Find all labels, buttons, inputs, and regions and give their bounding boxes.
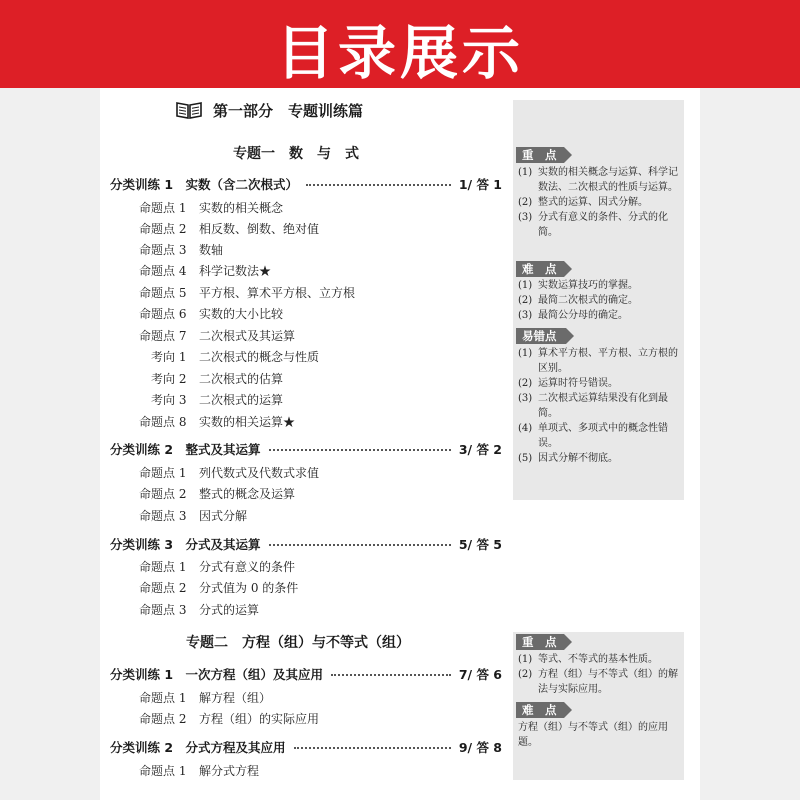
subitem-label: 命题点 3 — [139, 242, 187, 257]
key-points-notes-2 — [518, 652, 682, 697]
subitem-text: 相反数、倒数、绝对值 — [199, 221, 320, 236]
key-points-notes — [518, 165, 682, 240]
subitem-label: 命题点 1 — [139, 690, 187, 705]
toc-entry-title: 分类训练 1 实数（含二次根式） — [110, 177, 299, 192]
part-heading-text: 第一部分 专题训练篇 — [213, 101, 364, 120]
subitem-label: 命题点 3 — [139, 602, 187, 617]
note-item: (2) 方程（组）与不等式（组）的解法与实际应用。 — [518, 669, 678, 695]
toc-entry-title: 分类训练 2 分式方程及其应用 — [110, 740, 286, 755]
toc-entry[interactable] — [110, 439, 502, 459]
toc-subitem — [139, 218, 319, 238]
toc-subitem — [139, 325, 295, 345]
subitem-text: 实数的大小比较 — [199, 306, 284, 321]
toc-subitem — [139, 708, 319, 728]
subitem-text: 列代数式及代数式求值 — [199, 465, 320, 480]
tag-error-prone-points: 易错点 — [516, 328, 566, 344]
subitem-text: 解方程（组） — [199, 690, 272, 705]
toc-subitem — [139, 197, 283, 217]
subitem-label: 考向 1 — [151, 349, 187, 364]
toc-entry-title: 分类训练 3 分式及其运算 — [110, 537, 261, 552]
toc-subitem — [139, 303, 283, 323]
tag-difficult-points: 难 点 — [516, 261, 564, 277]
subitem-label: 命题点 2 — [139, 486, 187, 501]
subitem-label: 命题点 2 — [139, 580, 187, 595]
toc-subitem — [139, 687, 271, 707]
toc-entry[interactable] — [110, 737, 502, 757]
subitem-text: 实数的相关运算★ — [199, 414, 296, 429]
subitem-label: 考向 2 — [151, 371, 187, 386]
subitem-label: 命题点 4 — [139, 263, 187, 278]
subitem-label: 命题点 1 — [139, 200, 187, 215]
subitem-text: 科学记数法★ — [199, 263, 272, 278]
note-item: (1) 实数运算技巧的掌握。 — [518, 280, 638, 291]
note-item: (5) 因式分解不彻底。 — [518, 453, 618, 464]
difficult-points-notes — [518, 278, 682, 323]
toc-subitem — [139, 599, 259, 619]
tag-key-points-2: 重 点 — [516, 634, 564, 650]
subitem-text: 方程（组）的实际应用 — [199, 711, 320, 726]
toc-entry-page: 7/ 答 6 — [458, 667, 502, 682]
toc-subitem — [139, 483, 295, 503]
toc-subitem — [139, 282, 355, 302]
subitem-text: 二次根式及其运算 — [199, 328, 296, 343]
subitem-text: 分式的运算 — [199, 602, 260, 617]
toc-entry-title: 分类训练 2 整式及其运算 — [110, 442, 261, 457]
toc-subitem — [139, 411, 295, 431]
topic-heading-1: 专题一 数 与 式 — [233, 146, 359, 162]
header-banner — [0, 0, 800, 88]
subitem-text: 二次根式的概念与性质 — [199, 349, 320, 364]
subitem-label: 命题点 5 — [139, 285, 187, 300]
subitem-label: 命题点 2 — [139, 711, 187, 726]
note-item: (3) 二次根式运算结果没有化到最简。 — [518, 393, 668, 419]
subitem-text: 平方根、算术平方根、立方根 — [199, 285, 356, 300]
subitem-label: 命题点 1 — [139, 763, 187, 778]
note-item: (1) 等式、不等式的基本性质。 — [518, 654, 658, 665]
subitem-label: 考向 3 — [151, 392, 187, 407]
toc-subitem — [139, 260, 271, 280]
open-book-icon — [175, 100, 203, 120]
toc-subitem — [139, 462, 319, 482]
difficult-points-notes-2 — [518, 720, 682, 750]
toc-subitem — [139, 556, 295, 576]
note-item: (3) 最简公分母的确定。 — [518, 310, 628, 321]
subitem-label: 命题点 2 — [139, 221, 187, 236]
toc-subitem — [151, 346, 319, 366]
part-heading — [175, 98, 363, 122]
subitem-label: 命题点 1 — [139, 559, 187, 574]
subitem-text: 分式有意义的条件 — [199, 559, 296, 574]
toc-entry-page: 1/ 答 1 — [458, 177, 502, 192]
toc-subitem — [139, 505, 247, 525]
note-item: (1) 实数的相关概念与运算、科学记数法、二次根式的性质与运算。 — [518, 167, 678, 193]
toc-entry[interactable] — [110, 174, 502, 194]
subitem-text: 数轴 — [199, 242, 224, 257]
dot-leader — [269, 543, 451, 546]
tag-key-points: 重 点 — [516, 147, 564, 163]
note-item: 方程（组）与不等式（组）的应用题。 — [518, 722, 668, 748]
toc-subitem — [139, 760, 259, 780]
subitem-text: 分式值为 0 的条件 — [199, 580, 299, 595]
subitem-label: 命题点 6 — [139, 306, 187, 321]
topic-heading-2: 专题二 方程（组）与不等式（组） — [186, 635, 410, 651]
toc-subitem — [151, 389, 283, 409]
toc-subitem — [151, 368, 283, 388]
error-prone-notes — [518, 346, 682, 466]
note-item: (2) 运算时符号错误。 — [518, 378, 618, 389]
toc-entry-title: 分类训练 1 一次方程（组）及其应用 — [110, 667, 324, 682]
subitem-label: 命题点 7 — [139, 328, 187, 343]
dot-leader — [306, 183, 451, 186]
toc-entry-page: 5/ 答 5 — [458, 537, 502, 552]
subitem-label: 命题点 1 — [139, 465, 187, 480]
dot-leader — [331, 673, 451, 676]
note-item: (4) 单项式、多项式中的概念性错误。 — [518, 423, 668, 449]
note-item: (1) 算术平方根、平方根、立方根的区别。 — [518, 348, 678, 374]
subitem-text: 二次根式的估算 — [199, 371, 284, 386]
toc-entry[interactable] — [110, 664, 502, 684]
note-item: (2) 整式的运算、因式分解。 — [518, 197, 648, 208]
subitem-text: 二次根式的运算 — [199, 392, 284, 407]
subitem-text: 整式的概念及运算 — [199, 486, 296, 501]
dot-leader — [269, 448, 451, 451]
subitem-text: 解分式方程 — [199, 763, 260, 778]
toc-entry-page: 9/ 答 8 — [458, 740, 502, 755]
toc-subitem — [139, 577, 298, 597]
note-item: (2) 最简二次根式的确定。 — [518, 295, 638, 306]
subitem-text: 因式分解 — [199, 508, 248, 523]
toc-subitem — [139, 239, 223, 259]
toc-entry-page: 3/ 答 2 — [458, 442, 502, 457]
tag-difficult-points-2: 难 点 — [516, 702, 564, 718]
subitem-label: 命题点 8 — [139, 414, 187, 429]
dot-leader — [294, 746, 451, 749]
subitem-label: 命题点 3 — [139, 508, 187, 523]
toc-entry[interactable] — [110, 534, 502, 554]
subitem-text: 实数的相关概念 — [199, 200, 284, 215]
banner-title: 目录展示 — [275, 19, 524, 87]
note-item: (3) 分式有意义的条件、分式的化简。 — [518, 212, 668, 238]
